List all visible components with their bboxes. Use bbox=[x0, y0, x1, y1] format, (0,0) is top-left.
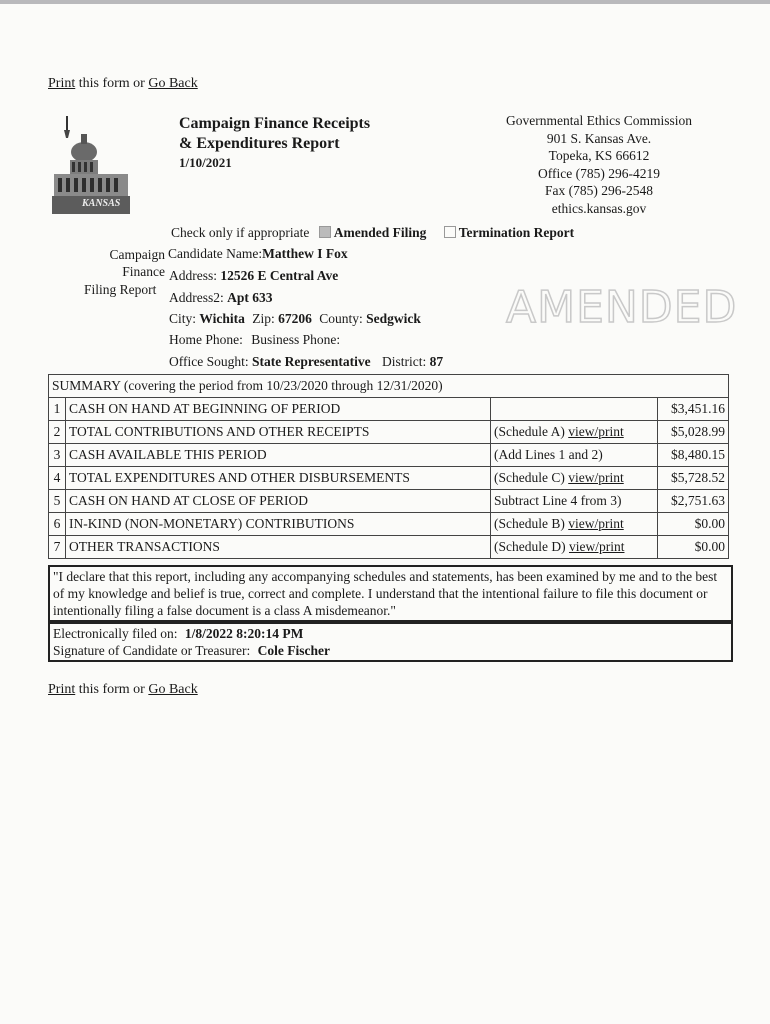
check-prompt: Check only if appropriate bbox=[171, 225, 310, 240]
home-phone-label: Home Phone: bbox=[169, 332, 243, 347]
go-back-link[interactable]: Go Back bbox=[148, 76, 198, 91]
filing-type-line bbox=[171, 225, 574, 241]
nav-text: this form or bbox=[78, 76, 145, 91]
candidate-name-value: Matthew I Fox bbox=[262, 246, 348, 261]
table-row bbox=[49, 467, 729, 490]
side-label bbox=[100, 246, 165, 280]
zip-label: Zip: bbox=[252, 311, 275, 326]
amended-stamp: AMENDED bbox=[506, 282, 738, 333]
termination-checkbox[interactable] bbox=[444, 226, 456, 238]
candidate-name-label: Candidate Name: bbox=[168, 246, 263, 261]
table-row bbox=[49, 398, 729, 421]
schedule-text: (Schedule A) bbox=[494, 424, 565, 439]
commission-name: Governmental Ethics Commission bbox=[506, 113, 692, 128]
row-amount: $2,751.63 bbox=[658, 490, 729, 513]
row-amount: $0.00 bbox=[658, 536, 729, 559]
row-schedule: Subtract Line 4 from 3) bbox=[491, 490, 658, 513]
city-value: Wichita bbox=[199, 311, 245, 326]
row-schedule bbox=[491, 513, 658, 536]
row-number: 2 bbox=[49, 421, 66, 444]
schedule-b-view-print-link[interactable]: view/print bbox=[568, 516, 624, 531]
row-amount: $8,480.15 bbox=[658, 444, 729, 467]
summary-header: SUMMARY (covering the period from 10/23/2020 through 12/31/2020) bbox=[49, 375, 729, 398]
schedule-text: (Schedule C) bbox=[494, 470, 565, 485]
seal-caption: KANSAS bbox=[82, 198, 121, 209]
table-row bbox=[49, 421, 729, 444]
bottom-nav bbox=[48, 682, 198, 698]
row-label: CASH ON HAND AT BEGINNING OF PERIOD bbox=[66, 398, 491, 421]
address2-value: Apt 633 bbox=[227, 290, 273, 305]
row-number: 7 bbox=[49, 536, 66, 559]
address2-row bbox=[169, 290, 273, 306]
side-label-finance: Finance bbox=[122, 264, 165, 279]
county-label: County: bbox=[319, 311, 363, 326]
zip-value: 67206 bbox=[278, 311, 312, 326]
schedule-c-view-print-link[interactable]: view/print bbox=[568, 470, 624, 485]
address2-label: Address2: bbox=[169, 290, 224, 305]
top-nav bbox=[48, 76, 198, 92]
report-title-block bbox=[179, 114, 370, 171]
summary-table bbox=[48, 374, 729, 559]
side-label-campaign: Campaign bbox=[109, 247, 165, 262]
schedule-text: (Schedule D) bbox=[494, 539, 566, 554]
phone-row bbox=[169, 332, 340, 348]
side-label-filing-report: Filing Report bbox=[84, 282, 157, 297]
schedule-d-view-print-link[interactable]: view/print bbox=[568, 539, 625, 554]
termination-report-option[interactable] bbox=[444, 225, 574, 240]
row-number: 4 bbox=[49, 467, 66, 490]
summary-header-row bbox=[49, 375, 729, 398]
table-row bbox=[49, 490, 729, 513]
filed-on-value: 1/8/2022 8:20:14 PM bbox=[184, 626, 304, 641]
print-link-bottom[interactable]: Print bbox=[48, 682, 76, 697]
filed-on-row bbox=[53, 625, 728, 642]
commission-address: 901 S. Kansas Ave. bbox=[546, 130, 652, 146]
row-schedule: (Add Lines 1 and 2) bbox=[491, 444, 658, 467]
row-label: IN-KIND (NON-MONETARY) CONTRIBUTIONS bbox=[66, 513, 491, 536]
commission-city: Topeka, KS 66612 bbox=[548, 148, 650, 163]
row-label: CASH ON HAND AT CLOSE OF PERIOD bbox=[66, 490, 491, 513]
schedule-text: (Schedule B) bbox=[494, 516, 565, 531]
row-schedule bbox=[491, 536, 658, 559]
signer-row bbox=[53, 642, 728, 659]
amended-label: Amended Filing bbox=[333, 225, 427, 240]
declaration-text: "I declare that this report, including any accompanying schedules and statements, has been examined by me and to the best of my knowledge and belief is true, correct and complete. I understand that the intentional failure to file this document or intentionally filing a false document is a class A misdemeanor." bbox=[53, 569, 718, 618]
report-date: 1/10/2021 bbox=[179, 155, 232, 170]
row-number: 3 bbox=[49, 444, 66, 467]
signer-label: Signature of Candidate or Treasurer: bbox=[53, 643, 251, 658]
nav-text-bottom: this form or bbox=[78, 682, 145, 697]
amended-filing-option[interactable] bbox=[319, 225, 430, 240]
scan-top-edge bbox=[0, 0, 770, 4]
row-schedule bbox=[491, 398, 658, 421]
district-value: 87 bbox=[429, 354, 444, 369]
termination-label: Termination Report bbox=[458, 225, 575, 240]
city-row bbox=[169, 311, 421, 327]
row-amount: $3,451.16 bbox=[658, 398, 729, 421]
signature-box bbox=[48, 622, 733, 662]
address-value: 12526 E Central Ave bbox=[220, 268, 339, 283]
row-amount: $0.00 bbox=[658, 513, 729, 536]
schedule-a-view-print-link[interactable]: view/print bbox=[568, 424, 624, 439]
kansas-seal bbox=[52, 116, 130, 219]
row-label: TOTAL CONTRIBUTIONS AND OTHER RECEIPTS bbox=[66, 421, 491, 444]
row-label: TOTAL EXPENDITURES AND OTHER DISBURSEMENTS bbox=[66, 467, 491, 490]
commission-website: ethics.kansas.gov bbox=[551, 200, 647, 216]
row-schedule bbox=[491, 421, 658, 444]
address-label: Address: bbox=[169, 268, 217, 283]
row-number: 5 bbox=[49, 490, 66, 513]
city-label: City: bbox=[169, 311, 197, 326]
filed-on-label: Electronically filed on: bbox=[53, 626, 178, 641]
commission-block bbox=[479, 112, 719, 217]
table-row bbox=[49, 444, 729, 467]
address-row bbox=[169, 268, 338, 284]
row-label: OTHER TRANSACTIONS bbox=[66, 536, 491, 559]
row-number: 1 bbox=[49, 398, 66, 421]
row-amount: $5,728.52 bbox=[658, 467, 729, 490]
office-row bbox=[169, 354, 443, 370]
office-sought-label: Office Sought: bbox=[169, 354, 249, 369]
go-back-link-bottom[interactable]: Go Back bbox=[148, 682, 198, 697]
print-link[interactable]: Print bbox=[48, 76, 76, 91]
report-title-line1: Campaign Finance Receipts bbox=[179, 115, 371, 132]
table-row bbox=[49, 513, 729, 536]
report-title-line2: & Expenditures Report bbox=[179, 135, 340, 152]
amended-checkbox[interactable] bbox=[319, 226, 331, 238]
table-row bbox=[49, 536, 729, 559]
declaration-box bbox=[48, 565, 733, 622]
signer-value: Cole Fischer bbox=[257, 643, 330, 658]
commission-office-phone: Office (785) 296-4219 bbox=[538, 165, 660, 181]
row-number: 6 bbox=[49, 513, 66, 536]
candidate-name-row bbox=[168, 246, 348, 262]
business-phone-label: Business Phone: bbox=[251, 332, 341, 347]
district-label: District: bbox=[381, 354, 427, 369]
row-schedule bbox=[491, 467, 658, 490]
county-value: Sedgwick bbox=[366, 311, 421, 326]
row-label: CASH AVAILABLE THIS PERIOD bbox=[66, 444, 491, 467]
row-amount: $5,028.99 bbox=[658, 421, 729, 444]
office-sought-value: State Representative bbox=[252, 354, 371, 369]
commission-fax: Fax (785) 296-2548 bbox=[545, 183, 653, 198]
